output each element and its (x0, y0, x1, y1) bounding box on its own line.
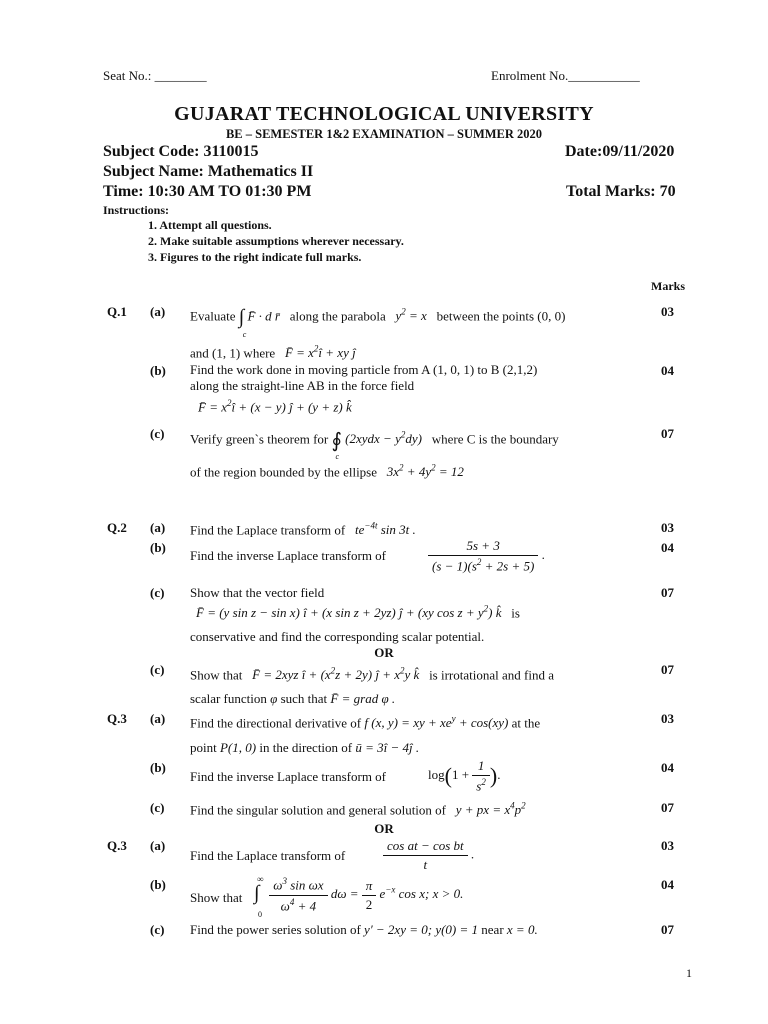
question-text: Find the inverse Laplace transform of (190, 548, 387, 563)
question-text: of the region bounded by the ellipse $3x^2 + 4y^2 = 12$ (190, 463, 464, 480)
math-expression: ū = 3î − 4ĵ . (355, 740, 420, 755)
marks-value: 03 (661, 711, 674, 726)
question-text: conservative and find the corresponding scalar potential. (190, 629, 485, 644)
math-expression: $3x^2 + 4y^2 = 12$ (386, 463, 464, 480)
marks-value: 07 (661, 922, 674, 937)
math-expression: $te^{-4t}$ sin 3t . (354, 521, 416, 538)
marks-value: 07 (661, 662, 674, 677)
question-number: Q.1 (107, 304, 127, 319)
question-number: Q.2 (107, 520, 127, 535)
question-text: Show that (190, 890, 243, 905)
instruction-item: 1. Attempt all questions. (148, 218, 272, 232)
math-expression: x = 0. (506, 922, 538, 937)
marks-value: 04 (661, 540, 674, 555)
instructions-heading: Instructions: (103, 203, 170, 217)
math-expression: y + px = $x^4p^2$ (455, 801, 526, 818)
math-expression: (2xydx − $y^2dy$) (345, 430, 422, 447)
question-text: and (1, 1) where F̄ = $x^2î$ + xy ĵ (190, 344, 356, 361)
instruction-item: 3. Figures to the right indicate full marks. (148, 250, 362, 264)
page-number: 1 (686, 966, 692, 980)
subject-name: Subject Name: Mathematics II (103, 163, 314, 180)
math-expression: F̄ = grad φ . (330, 691, 396, 706)
question-part-label: (c) (150, 922, 165, 937)
question-part-label: (c) (150, 585, 165, 600)
university-title: GUJARAT TECHNOLOGICAL UNIVERSITY (174, 103, 594, 125)
question-part-label: (b) (150, 540, 166, 555)
definite-integral-symbol: ∞ ∫ 0 (254, 874, 264, 919)
marks-value: 04 (661, 363, 674, 378)
marks-value: 07 (661, 426, 674, 441)
math-expression: y′ − 2xy = 0; y(0) = 1 (364, 922, 479, 937)
exam-date: Date:09/11/2020 (565, 143, 675, 160)
marks-value: 03 (661, 304, 674, 319)
marks-column-heading: Marks (651, 279, 685, 293)
question-part-label: (c) (150, 800, 165, 815)
question-number: Q.3 (107, 711, 127, 726)
math-expression: F̄ · d r̄ (247, 308, 280, 324)
question-text: Find the Laplace transform of $te^{-4t}$ sin 3t . (190, 521, 416, 538)
seat-number-field: Seat No.: ________ (103, 68, 207, 83)
math-expression: f (x, y) = xy + $xe^y + \cos(xy)$ (364, 714, 509, 731)
question-text: Find the inverse Laplace transform of (190, 769, 387, 784)
question-text: Find the power series solution of y′ − 2xy = 0; y(0) = 1 near x = 0. (190, 922, 538, 937)
question-text: scalar function φ such that F̄ = grad φ . (190, 691, 396, 706)
marks-value: 07 (661, 585, 674, 600)
math-expression: $\frac{\text{cos at − cos bt}}{t}$ . (383, 838, 474, 873)
or-separator: OR (374, 821, 394, 836)
math-expression: $y^2 = x$ (395, 307, 427, 324)
question-part-label: (b) (150, 877, 166, 892)
line-integral-symbol: ∫ c (238, 306, 247, 339)
marks-value: 07 (661, 800, 674, 815)
math-expression: $\frac{5s + 3}{(s - 1)(s^2 + 2s + 5)}$ . (428, 538, 545, 574)
math-expression: log(1 + $\frac{1}{s^2}$ ). (428, 758, 501, 794)
or-separator: OR (374, 645, 394, 660)
question-text: along the straight-line AB in the force field (190, 378, 415, 393)
marks-value: 03 (661, 838, 674, 853)
question-text: point P(1, 0) in the direction of ū = 3î − 4ĵ . (190, 740, 420, 755)
math-expression: F̄ = $x^2î + (x - y)$ ĵ + (y + z) k̂ (198, 398, 352, 415)
question-text: Find the directional derivative of f (x, y) = xy + $xe^y + \cos(xy)$ at the (190, 714, 541, 731)
question-part-label: (a) (150, 711, 166, 726)
total-marks: Total Marks: 70 (566, 183, 676, 200)
question-part-label: (c) (150, 662, 165, 677)
question-part-label: (c) (150, 426, 165, 441)
exam-title: BE – SEMESTER 1&2 EXAMINATION – SUMMER 2020 (225, 127, 543, 141)
question-part-label: (b) (150, 363, 166, 378)
subject-code: Subject Code: 3110015 (103, 143, 259, 160)
question-part-label: (a) (150, 838, 166, 853)
math-expression: F̄ = 2xyz î + $(x^2z + 2y)$ ĵ + $x^2y$ k̂ (252, 666, 420, 683)
marks-value: 04 (661, 877, 674, 892)
question-text: Evaluate ∫ c F̄ · d r̄ along the parabola $y^2 = x$ between the points (0, 0) (190, 306, 566, 339)
question-part-label: (b) (150, 760, 166, 775)
closed-line-integral-symbol: ∮ c (331, 430, 342, 461)
question-number: Q.3 (107, 838, 127, 853)
math-expression: F̄ = $x^2î$ + xy ĵ (284, 344, 356, 361)
exam-time: Time: 10:30 AM TO 01:30 PM (103, 183, 312, 200)
question-text: Find the Laplace transform of (190, 848, 346, 863)
marks-value: 03 (661, 520, 674, 535)
question-text: Find the singular solution and general solution of y + px = $x^4p^2$ (190, 801, 526, 818)
math-expression: F̄ = (y sin z − sin x) î + (x sin z + 2yz) ĵ + (xy $\cos z + y^2$) k̂ (196, 604, 502, 621)
question-text: Find the work done in moving particle from A (1, 0, 1) to B (2,1,2) (190, 362, 538, 377)
marks-value: 04 (661, 760, 674, 775)
enrolment-number-field: Enrolment No.___________ (491, 68, 640, 83)
math-expression: φ (270, 691, 278, 706)
question-part-label: (a) (150, 304, 166, 319)
question-text: F̄ = (y sin z − sin x) î + (x sin z + 2yz) ĵ + (xy $\cos z + y^2$) k̂ is (196, 604, 520, 621)
math-expression: P(1, 0) (219, 740, 257, 755)
question-text: Show that F̄ = 2xyz î + $(x^2z + 2y)$ ĵ + $x^2y$ k̂ is irrotational and find a (190, 666, 554, 683)
question-part-label: (a) (150, 520, 166, 535)
math-expression: ∞ ∫ 0 $\frac{\omega^3 \sin \omega x}{\omega^4 + 4}$ dω = $\frac{\pi}{2}$ $e^{-x}$ cos x; x > 0. (254, 874, 464, 919)
instruction-item: 2. Make suitable assumptions wherever necessary. (148, 234, 404, 248)
question-text: Verify green`s theorem for ∮ c (2xydx − $y^2dy$) where C is the boundary (190, 430, 559, 461)
question-text: Show that the vector field (190, 585, 325, 600)
